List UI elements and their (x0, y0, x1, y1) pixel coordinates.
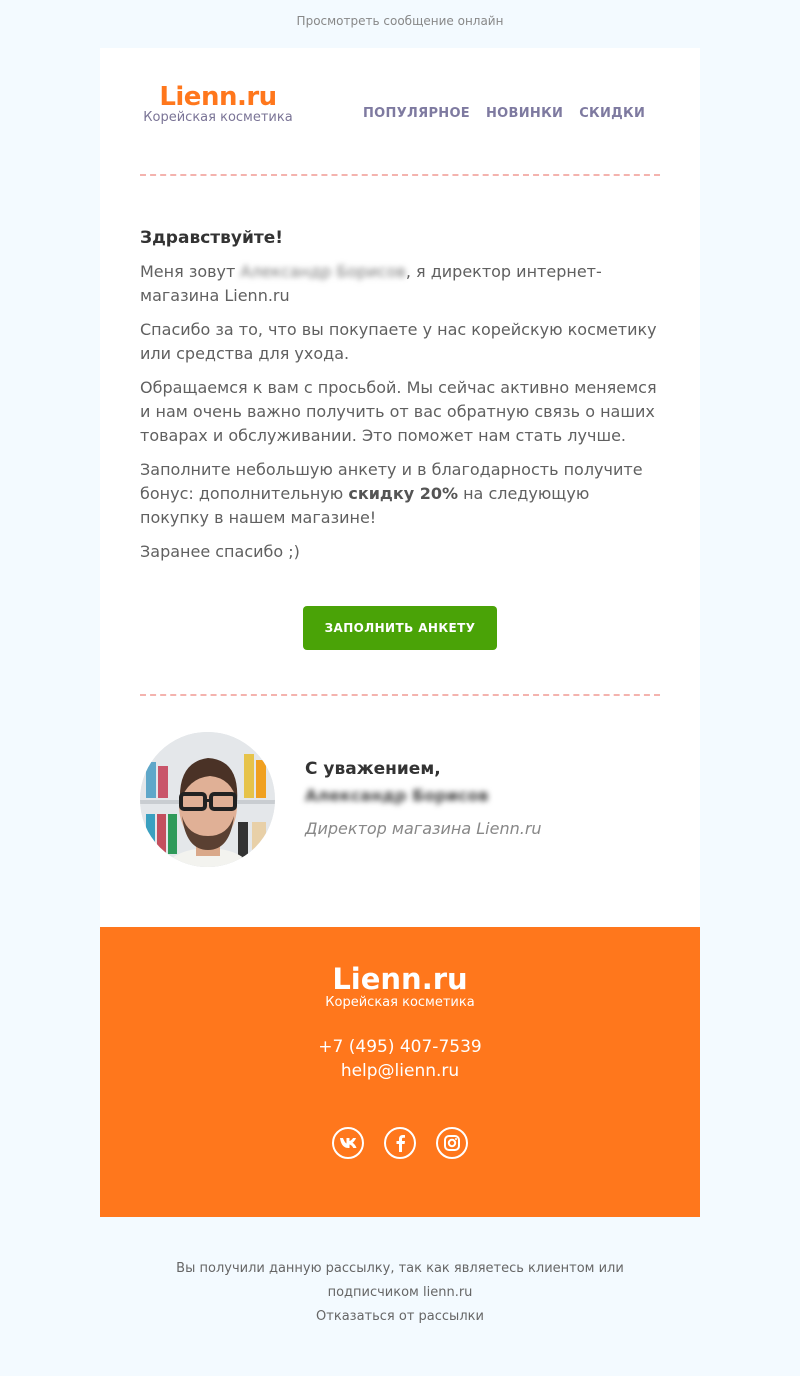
instagram-icon[interactable] (436, 1127, 468, 1159)
avatar (140, 732, 275, 867)
signature-text (305, 757, 542, 843)
cta-wrapper (140, 574, 660, 694)
fill-survey-button[interactable]: ЗАПОЛНИТЬ АНКЕТУ (303, 606, 498, 650)
legal-footer (0, 1217, 800, 1329)
social-links (100, 1127, 700, 1159)
logo[interactable] (143, 82, 293, 126)
message-body (100, 176, 700, 694)
discount-highlight: скидку 20% (348, 484, 458, 503)
bonus-prefix: Заполните небольшую анкету и в благодарность получите бонус: дополнительную (140, 460, 643, 503)
intro-prefix: Меня зовут (140, 262, 241, 281)
email-header (100, 48, 700, 174)
intro-suffix: , я директор интернет-магазина Lienn.ru (140, 262, 602, 305)
unsubscribe-link[interactable]: Отказаться от рассылки (316, 1309, 484, 1324)
greeting: Здравствуйте! (140, 228, 284, 248)
intro-paragraph (140, 260, 660, 308)
request-paragraph: Обращаемся к вам с просьбой. Мы сейчас активно меняемся и нам очень важно получить от вас обратную связь о наших товарах и обслуживании. Это поможет нам стать лучше. (140, 378, 657, 445)
thanks-paragraph: Спасибо за то, что вы покупаете у нас корейскую косметику или средства для ухода. (140, 320, 657, 363)
preheader (0, 0, 800, 48)
bonus-paragraph (140, 458, 660, 530)
footer (100, 927, 700, 1217)
director-photo-icon (140, 732, 275, 867)
vk-icon[interactable] (332, 1127, 364, 1159)
view-online-link[interactable]: Просмотреть сообщение онлайн (296, 14, 504, 28)
signature-role: Директор магазина Lienn.ru (305, 818, 542, 838)
nav-discounts[interactable]: СКИДКИ (579, 106, 646, 121)
footer-logo-subtitle: Корейская косметика (325, 995, 475, 1010)
closing-paragraph: Заранее спасибо ;) (140, 542, 300, 561)
footer-logo-brand[interactable]: Lienn.ru (332, 962, 468, 996)
logo-subtitle: Корейская косметика (143, 110, 293, 125)
signature-name-blurred: Александр Борисов (305, 785, 489, 805)
email-link[interactable]: help@lienn.ru (340, 1061, 460, 1081)
nav-menu (363, 106, 645, 121)
email-card (100, 48, 700, 1217)
regards: С уважением, (305, 758, 441, 779)
facebook-icon[interactable] (384, 1127, 416, 1159)
nav-new[interactable]: НОВИНКИ (485, 106, 564, 121)
director-name-blurred: Александр Борисов (240, 262, 406, 281)
subscription-notice: Вы получили данную рассылку, так как являетесь клиентом или подписчиком lienn.ru (176, 1261, 624, 1300)
signature-block (100, 696, 700, 927)
bonus-suffix: на следующую покупку в нашем магазине! (140, 484, 590, 527)
nav-popular[interactable]: ПОПУЛЯРНОЕ (363, 106, 470, 121)
contacts (100, 1035, 700, 1083)
phone-link[interactable]: +7 (495) 407-7539 (318, 1037, 482, 1057)
logo-brand: Lienn.ru (159, 82, 277, 112)
